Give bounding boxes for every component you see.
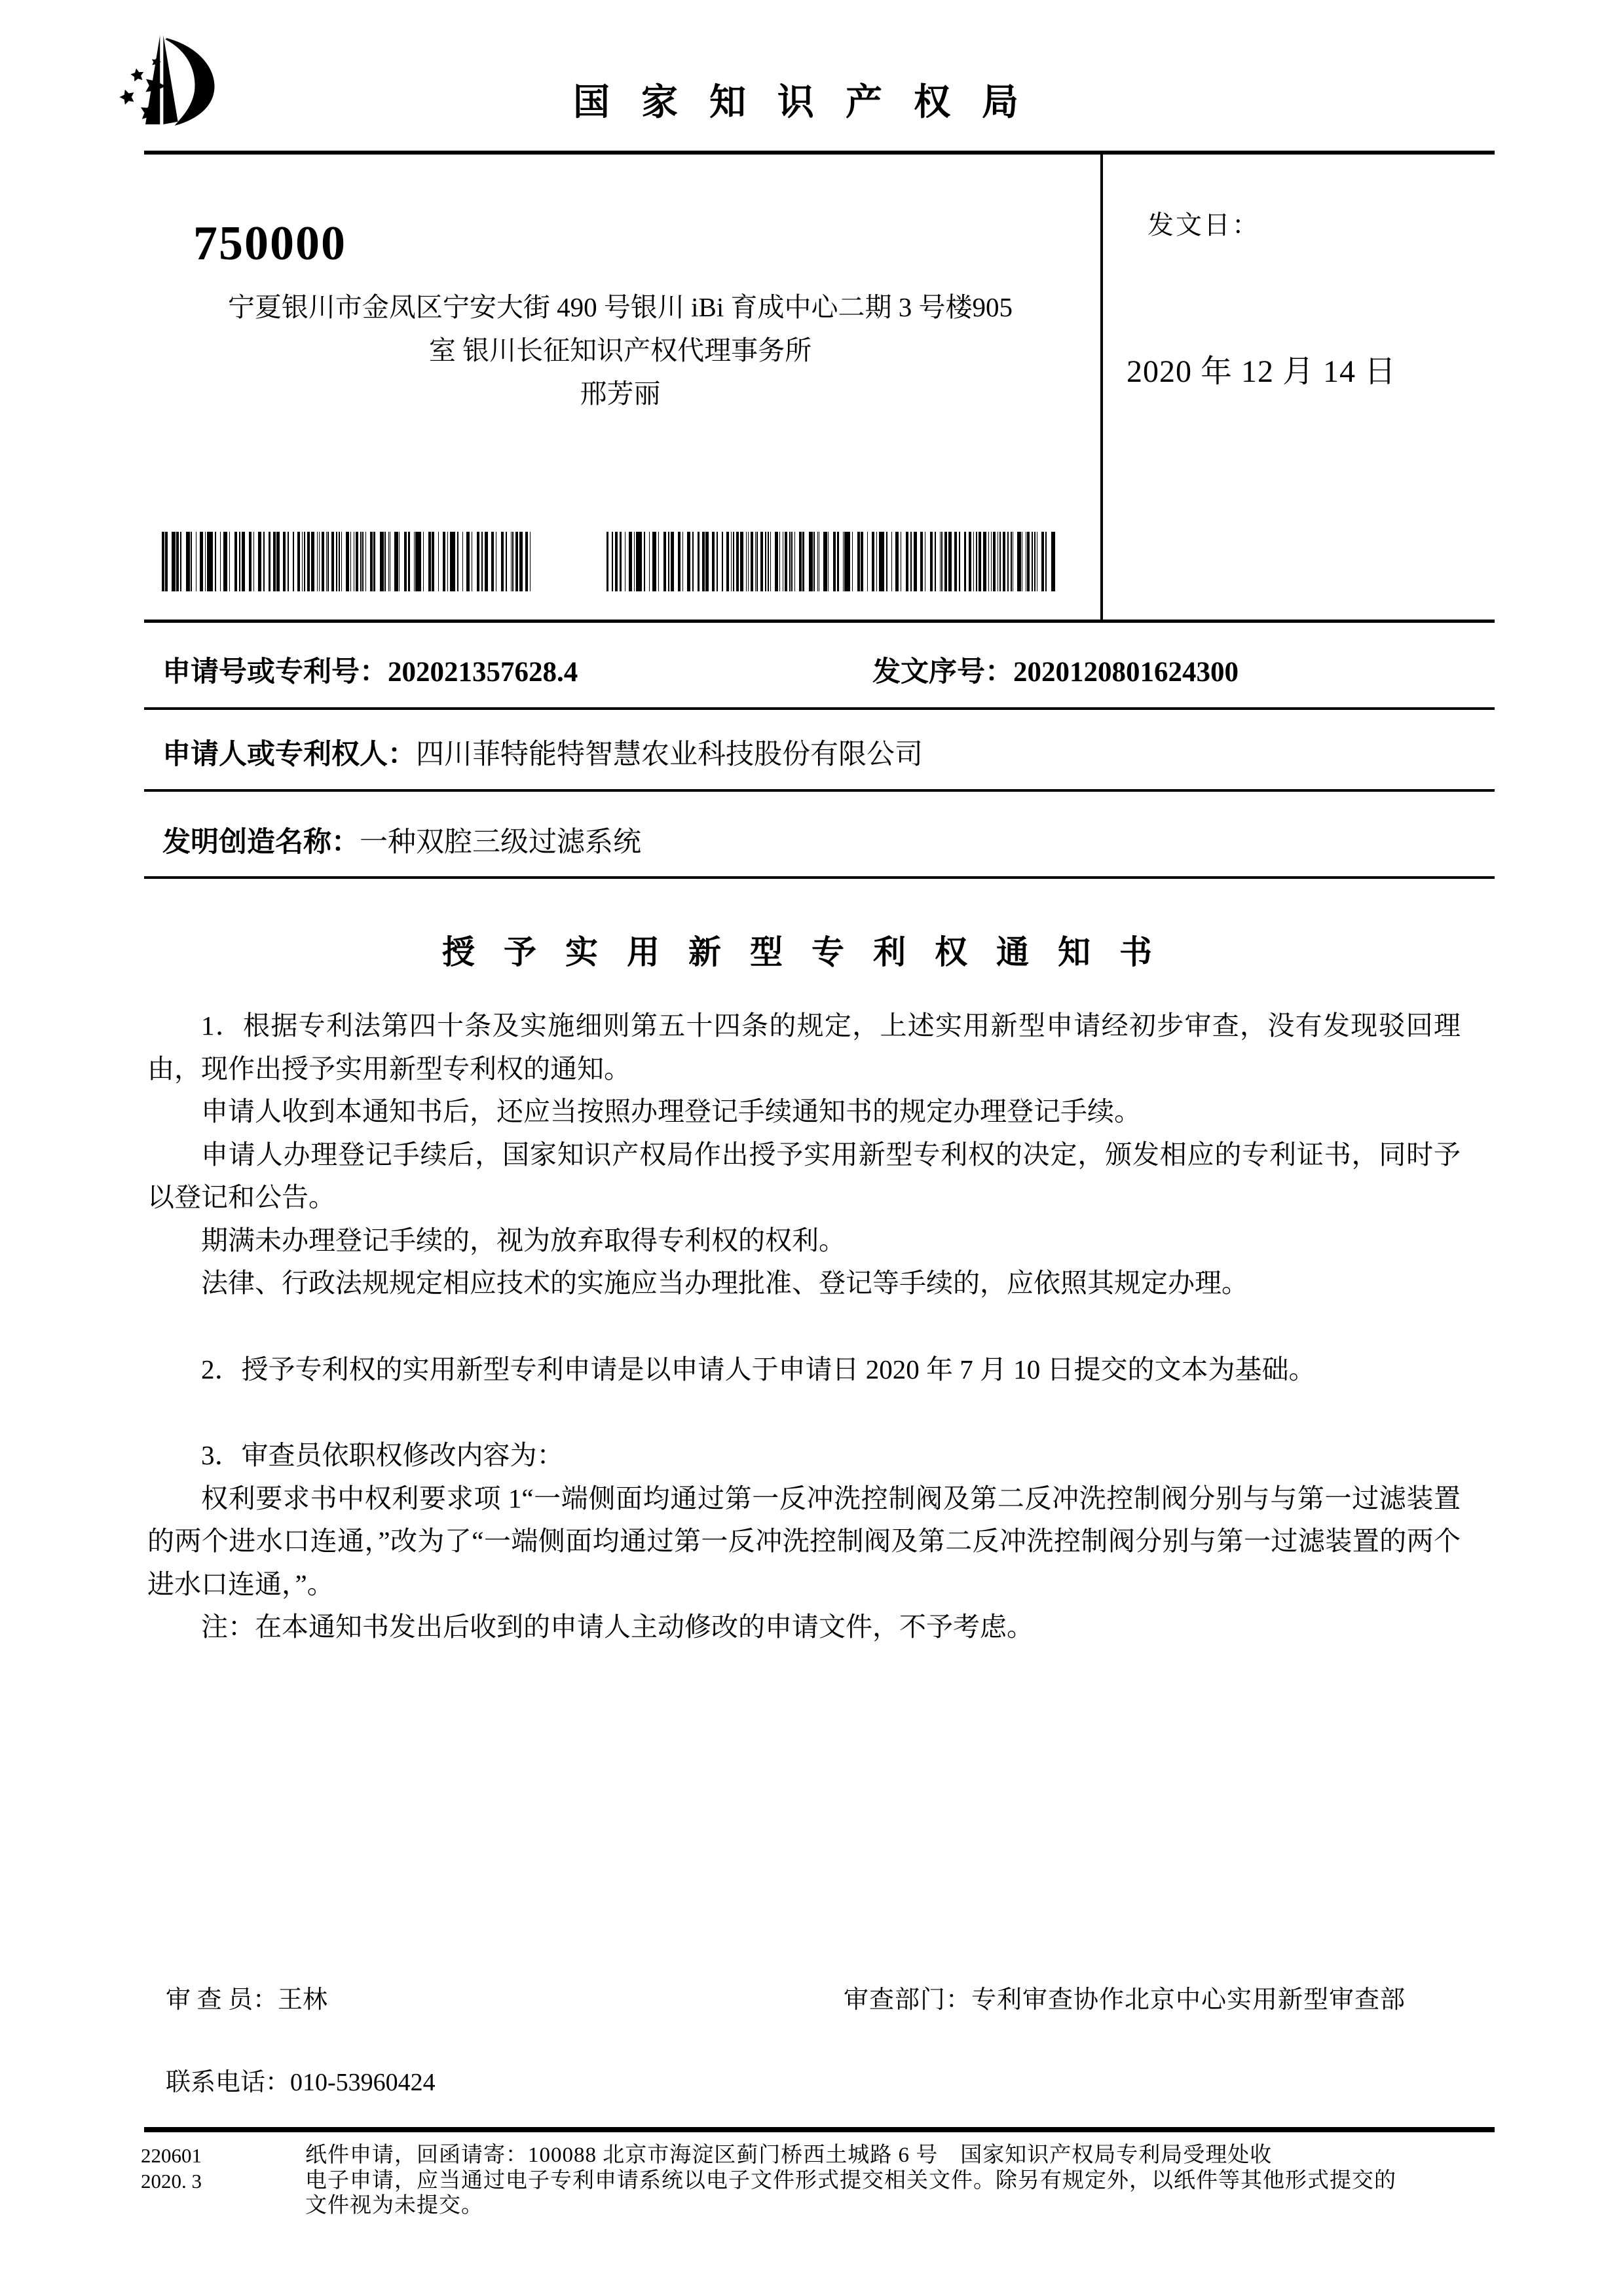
row-divider: [144, 876, 1495, 879]
form-code: 220601: [141, 2144, 202, 2167]
body-paragraph: 申请人办理登记手续后，国家知识产权局作出授予实用新型专利权的决定，颁发相应的专利证书，同时予以登记和公告。: [147, 1139, 1461, 1212]
header-vertical-divider: [1100, 151, 1103, 623]
agency-title: 国家知识产权局: [573, 83, 1050, 123]
examiner-field: [166, 1979, 327, 2015]
barcode: [162, 532, 531, 591]
serial-number-value: 2020120801624300: [1013, 657, 1239, 688]
contact-phone-value: 010-53960424: [290, 2069, 436, 2096]
footer-note-line: 纸件申请，回函请寄：100088 北京市海淀区蓟门桥西土城路 6 号 国家知识产权局专利局受理处收: [305, 2143, 1273, 2167]
examiner-name: 王林: [278, 1986, 328, 2014]
barcode: [606, 532, 1055, 591]
contact-phone-field: [166, 2062, 436, 2098]
body-paragraph: 3．审查员依职权修改内容为：: [201, 1440, 564, 1470]
department-field: [844, 1979, 1406, 2015]
postal-code: 750000: [193, 217, 346, 270]
address-line-2: 室 银川长征知识产权代理事务所: [428, 335, 812, 365]
applicant-value: 四川菲特能特智慧农业科技股份有限公司: [416, 739, 923, 770]
dispatch-date-label: 发文日：: [1147, 210, 1260, 240]
dispatch-date-value: 2020 年 12 月 14 日: [1127, 354, 1397, 389]
top-rule: [144, 151, 1495, 155]
footer-note-line: 电子申请，应当通过电子专利申请系统以电子文件形式提交相关文件。除另有规定外，以纸件等其他形式提交的: [305, 2168, 1396, 2193]
notice-body: [147, 1005, 1461, 1649]
form-codes: [141, 2143, 202, 2194]
row-divider: [144, 707, 1495, 710]
address-line-1: 宁夏银川市金凤区宁安大街 490 号银川 iBi 育成中心二期 3 号楼905: [227, 292, 1013, 322]
contact-phone-label: 联系电话：: [166, 2069, 291, 2096]
application-number-field: [162, 650, 578, 690]
application-number-label: 申请号或专利号：: [162, 657, 388, 688]
body-paragraph: 1．根据专利法第四十条及实施细则第五十四条的规定，上述实用新型申请经初步审查，没有发现驳回理由，现作出授予实用新型专利权的通知。: [147, 1010, 1461, 1084]
invention-title-field: [162, 820, 641, 860]
footer-notes: [305, 2143, 1445, 2219]
body-paragraph: 权利要求书中权利要求项 1“一端侧面均通过第一反冲洗控制阀及第二反冲洗控制阀分别与与第一过滤装置的两个进水口连通，”改为了“一端侧面均通过第一反冲洗控制阀及第二反冲洗控制阀分别与第一过滤装置的两个进水口连通，”。: [147, 1483, 1461, 1599]
applicant-label: 申请人或专利权人：: [162, 739, 416, 770]
recipient-address: [145, 286, 1095, 415]
body-paragraph: 2．授予专利权的实用新型专利申请是以申请人于申请日 2020 年 7 月 10 日提交的文本为基础。: [201, 1354, 1316, 1384]
application-number-value: 202021357628.4: [388, 657, 578, 688]
footer-note-line: 文件视为未提交。: [305, 2194, 483, 2217]
body-paragraph: 注：在本通知书发出后收到的申请人主动修改的申请文件，不予考虑。: [201, 1612, 1034, 1642]
body-paragraph: 法律、行政法规规定相应技术的实施应当办理批准、登记等手续的，应依照其规定办理。: [201, 1268, 1248, 1298]
serial-number-field: [872, 650, 1239, 690]
applicant-field: [162, 732, 923, 772]
department-label: 审查部门：: [844, 1986, 972, 2014]
serial-number-label: 发文序号：: [872, 657, 1013, 688]
row-divider: [144, 789, 1495, 792]
invention-title-value: 一种双腔三级过滤系统: [360, 827, 641, 858]
recipient-name: 邢芳丽: [580, 379, 661, 409]
body-paragraph: 申请人收到本通知书后，还应当按照办理登记手续通知书的规定办理登记手续。: [201, 1096, 1141, 1126]
body-paragraph: 期满未办理登记手续的，视为放弃取得专利权的权利。: [201, 1225, 846, 1255]
notice-title: 授予实用新型专利权通知书: [442, 934, 1181, 971]
footer-rule: [144, 2127, 1495, 2132]
examiner-label: 审 查 员：: [166, 1986, 278, 2014]
header-bottom-rule: [144, 620, 1495, 623]
department-name: 专利审查协作北京中心实用新型审查部: [971, 1986, 1406, 2014]
invention-title-label: 发明创造名称：: [162, 827, 360, 858]
form-edition: 2020. 3: [141, 2170, 202, 2193]
